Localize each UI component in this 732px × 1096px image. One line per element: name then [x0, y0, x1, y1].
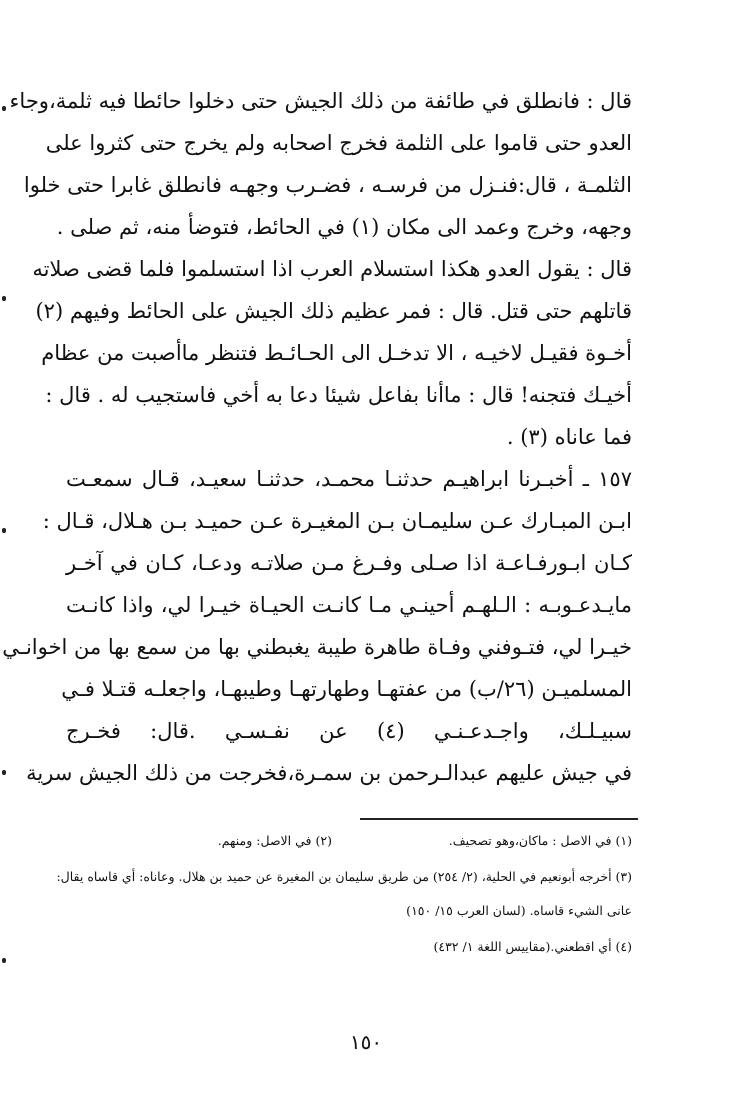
margin-mark [2, 296, 6, 301]
text-line: خيـرا لي، فتـوفني وفـاة طاهرة طيبة يغبطني بها من سمع بها من اخوانـي [2, 635, 632, 659]
text-line: في جيش عليهم عبدالـرحمن بن سمـرة،فخرجت من ذلك الجيش سرية [26, 761, 632, 785]
text-line: قال : فانطلق في طائفة من ذلك الجيش حتى دخلوا حائطا فيه ثلمة،وجاء [9, 89, 632, 113]
footnotes [56, 826, 632, 962]
text-line: مايـدعـوبـه : الـلهـم أحينـي مـا كانـت الحيـاة خيـرا لي، واذا كانـت [66, 593, 632, 617]
main-text-body [2, 80, 632, 794]
text-line: المسلميـن (٢٦/ب) من عفتهـا وطهارتهـا وطيبهـا، واجعلـه قتـلا فـي [61, 677, 632, 701]
footnote-3: (٣) أخرجه أبونعيم في الحلية، (٢/ ٢٥٤) من طريق سليمان بن المغيرة عن حميد بن هلال. وعاناه: أي قاساه يقال: [56, 869, 632, 884]
text-line: وجهه، وخرج وعمد الى مكان (١) في الحائط، فتوضأ منه، ثم صلى . [56, 215, 632, 239]
text-line: كـان ابـورفـاعـة اذا صـلى وفـرغ مـن صلاتـه ودعـا، كـان في آخـر [66, 551, 632, 575]
text-line: العدو حتى قاموا على الثلمة فخرج اصحابه ولم يخرج حتى كثروا على [45, 131, 632, 155]
footnote-divider [360, 818, 638, 820]
page-number: ١٥٠ [349, 1030, 383, 1054]
text-line: أخيـك فتجنه! قال : ماأنا بفاعل شيئا دعا به أخي فاستجيب له . قال : [45, 383, 632, 407]
margin-mark [2, 770, 6, 775]
margin-mark [2, 958, 6, 963]
text-line: قال : يقول العدو هكذا استسلام العرب اذا استسلموا فلما قضى صلاته [32, 257, 632, 281]
margin-mark [2, 528, 6, 533]
footnote-4: (٤) أي اقطعني.(مقاييس اللغة ١/ ٤٣٢) [433, 939, 632, 954]
text-line: الثلمـة ، قال:فنـزل من فرسـه ، فضـرب وجهـه فانطلق غابرا حتى خلوا [23, 173, 632, 197]
text-line: ١٥٧ ـ أخبـرنا ابراهيـم حدثنـا محمـد، حدثنـا سعيـد، قـال سمعـت [66, 467, 632, 491]
text-line: أخـوة فقيـل لاخيـه ، الا تدخـل الى الحـائـط فتنظر ماأصبت من عظام [41, 341, 632, 365]
text-line: سبيـلـك، واجـدعـنـي (٤) عن نفـسـي .قال: فخـرج [66, 719, 632, 743]
margin-mark [2, 106, 6, 111]
footnote-row [60, 826, 632, 856]
footnote-3-continuation: عانى الشيء قاساه. (لسان العرب ١٥/ ١٥٠) [406, 903, 632, 918]
footnote-1: (١) في الاصل : ماكان،وهو تصحيف. [448, 833, 632, 848]
text-line: ابـن المبـارك عـن سليمـان بـن المغيـرة عـن حميـد بـن هـلال، قـال : [42, 509, 632, 533]
text-line: قاتلهم حتى قتل. قال : فمر عظيم ذلك الجيش على الحائط وفيهم (٢) [35, 299, 632, 323]
text-line: فما عاناه (٣) . [506, 425, 632, 449]
footnote-2: (٢) في الاصل: ومنهم. [217, 833, 332, 848]
